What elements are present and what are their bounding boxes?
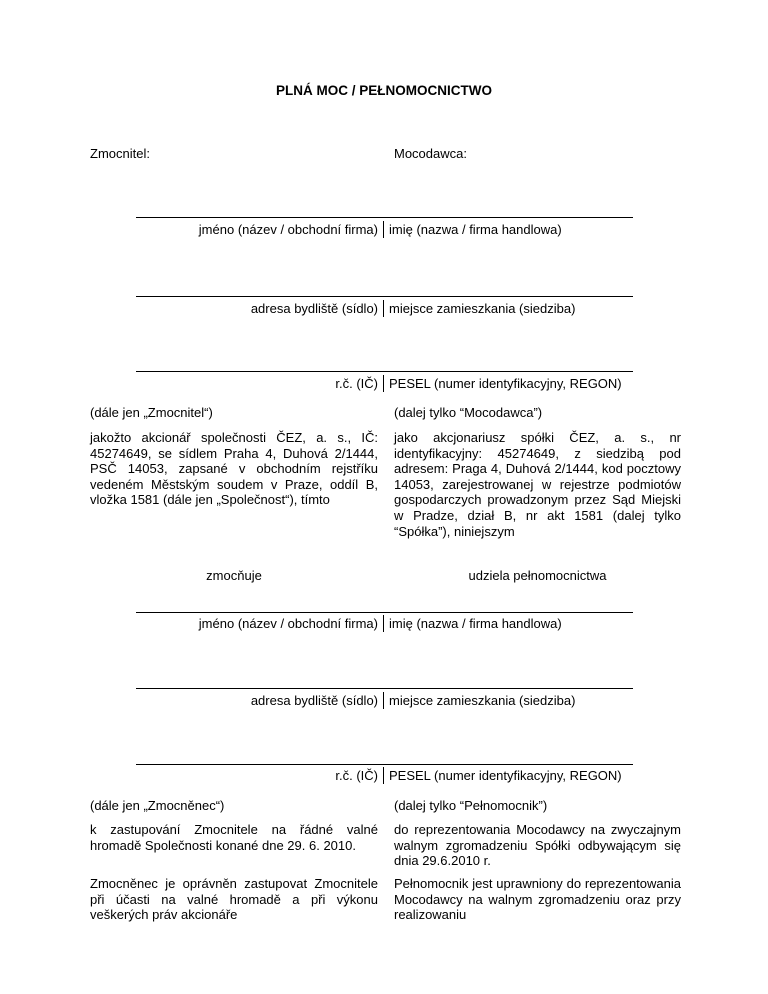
principal-label-pl: Mocodawca:: [394, 146, 467, 161]
field-label-cz: jméno (název / obchodní firma): [199, 615, 384, 632]
field-label-pl: imię (nazwa / firma handlowa): [389, 222, 562, 237]
field-label-cz: adresa bydliště (sídlo): [251, 692, 384, 709]
principal-name-field: [0, 221, 768, 239]
field-label-pl: PESEL (numer identyfikacyjny, REGON): [389, 376, 622, 391]
field-label-pl: PESEL (numer identyfikacyjny, REGON): [389, 768, 622, 783]
attorney-address-field: [0, 692, 768, 710]
principal-id-field: [0, 375, 768, 393]
attorney-alias-cz: (dále jen „Zmocněnec“): [90, 798, 225, 813]
attorney-purpose-pl: do reprezentowania Mocodawcy na zwyczajnym walnym zgromadzeniu Spółki odbywającym się dnia 29.6.2010 r.: [394, 822, 681, 869]
attorney-name-line: [136, 612, 633, 613]
grant-verb-pl: udziela pełnomocnictwa: [468, 568, 607, 583]
principal-alias-cz: (dále jen „Zmocnitel“): [90, 405, 213, 420]
field-label-cz: r.č. (IČ): [335, 375, 384, 392]
principal-id-line: [136, 371, 633, 372]
document-title: PLNÁ MOC / PEŁNOMOCNICTWO: [276, 83, 492, 98]
attorney-rights-pl: Pełnomocnik jest uprawniony do reprezentowania Mocodawcy na walnym zgromadzeniu oraz przy realizowaniu: [394, 876, 681, 923]
attorney-alias-pl: (dalej tylko “Pełnomocnik”): [394, 798, 548, 813]
field-label-pl: imię (nazwa / firma handlowa): [389, 616, 562, 631]
attorney-id-line: [136, 764, 633, 765]
principal-label-cz: Zmocnitel:: [90, 146, 150, 161]
attorney-purpose-cz: k zastupování Zmocnitele na řádné valné hromadě Společnosti konané dne 29. 6. 2010.: [90, 822, 378, 853]
attorney-id-field: [0, 767, 768, 785]
principal-address-field: [0, 300, 768, 318]
attorney-rights-cz: Zmocněnec je oprávněn zastupovat Zmocnitele při účasti na valné hromadě a při výkonu veškerých práv akcionáře: [90, 876, 378, 923]
field-label-pl: miejsce zamieszkania (siedziba): [389, 301, 576, 316]
field-label-cz: adresa bydliště (sídlo): [251, 300, 384, 317]
field-label-cz: jméno (název / obchodní firma): [199, 221, 384, 238]
field-label-pl: miejsce zamieszkania (siedziba): [389, 693, 576, 708]
grant-verb-cz: zmocňuje: [206, 568, 262, 583]
principal-alias-pl: (dalej tylko “Mocodawca”): [394, 405, 543, 420]
attorney-address-line: [136, 688, 633, 689]
principal-body-pl: jako akcjonariusz spółki ČEZ, a. s., nr identyfikacyjny: 45274649, z siedzibą pod adresem: Praga 4, Duhová 2/1444, kod pocztowy 14053, zarejestrowanej w rejestrze podmiotów gospodarczych prowadzonym przez Sąd Miejski w Pradze, dział B, nr akt 1581 (dalej tylko “Spółka”), niniejszym: [394, 430, 681, 539]
principal-name-line: [136, 217, 633, 218]
principal-body-cz: jakožto akcionář společnosti ČEZ, a. s., IČ: 45274649, se sídlem Praha 4, Duhová 2/1444, PSČ 14053, zapsané v obchodním rejstříku vedeném Městským soudem v Praze, oddíl B, vložka 1581 (dále jen „Společnost“), tímto: [90, 430, 378, 508]
principal-address-line: [136, 296, 633, 297]
field-label-cz: r.č. (IČ): [335, 767, 384, 784]
attorney-name-field: [0, 615, 768, 633]
